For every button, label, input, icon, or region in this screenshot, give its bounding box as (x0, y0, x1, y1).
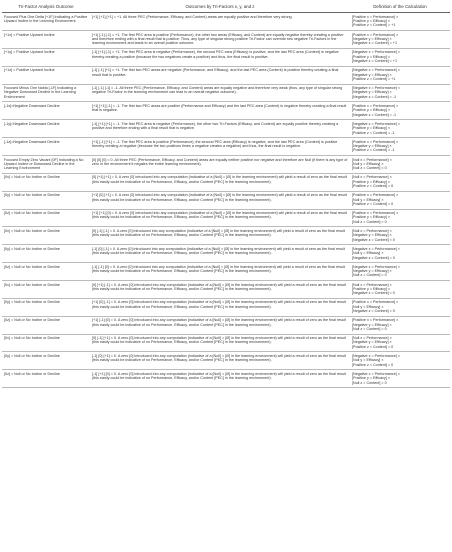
calculation-line: [Negative z = Content] = -1 (352, 94, 397, 99)
calculation-line: [Positive x = Performance] × (352, 103, 399, 108)
outcome-cell: [0z] = Null or No Incline or Decline (2, 370, 90, 388)
calculation-line: [Null y = Efficacy] × (352, 358, 384, 363)
table-row (2, 370, 450, 388)
calculation-cell (350, 138, 450, 156)
calculation-line: [Positive y = Efficacy] × (352, 108, 391, 113)
calculation-cell (350, 370, 450, 388)
table-row (2, 280, 450, 298)
calculation-line: [Negative x = Performance] × (352, 121, 400, 126)
calculation-line: [Negative y = Efficacy] × (352, 72, 392, 77)
table-row (2, 84, 450, 102)
calculation-cell (350, 263, 450, 281)
calculation-line: [Null z = Content] = 0 (352, 166, 387, 171)
table-row (2, 13, 450, 31)
description-cell: [0] [+1] [-1] = 0. A zero [0] introduced into any computation (indicative of a [Null] = [Ø] in the learning environment) will yield a result of zero as the final result (this easily could be indicative of no Performance, Efficacy, and/or Content [PEC] in the learning environment). (90, 280, 350, 298)
calculation-cell (350, 155, 450, 173)
calculation-line: [Positive y = Efficacy] × (352, 179, 391, 184)
description-cell: [-1] [0] [-1] = 0. A zero [0] introduced into any computation (indicative of a [Null] = [Ø] in the learning environment) will yield a result of zero as the final result (this easily could be indicative of no Performance, Efficacy, and/or Content [PEC] in the learning environment). (90, 245, 350, 263)
outcome-cell: [-1z]=Negative Downward Decline (2, 138, 90, 156)
table-row (2, 352, 450, 370)
calculation-line: [Negative z = Content] = 0 (352, 291, 395, 296)
calculation-line: [Positive y = Efficacy] × (352, 376, 391, 381)
calculation-line: [Negative z = Content] = -1 (352, 112, 397, 117)
outcome-cell: [+1y] = Positive Upward Incline (2, 48, 90, 66)
calculation-line: [Positive x = Performance] × (352, 300, 399, 305)
table-row (2, 30, 450, 48)
calculation-line: [Positive z = Content] = +1 (352, 23, 396, 28)
calculation-cell (350, 30, 450, 48)
calculation-line: [Null y = Efficacy] × (352, 304, 384, 309)
outcome-cell: [0y] = Null or No Incline or Decline (2, 191, 90, 209)
calculation-line: [Negative z = Content] = +1 (352, 41, 397, 46)
description-cell: [-1] [+1] [+1] = -1. The first PEC area is negative (Performance), the other two Tri-Factors (Efficacy, and Content) are equally positive thereby creating a positive and therefore ending with a final result that is negative. (90, 120, 350, 138)
table-row (2, 173, 450, 191)
description-cell: [-1] [+1] [0] = 0. A zero [0] introduced into any computation (indicative of a [Null] = [Ø] in the learning environment) will yield a result of zero as the final result (this easily could be indicative of no Performance, Efficacy, and/or Content [PEC] in the learning environment). (90, 370, 350, 388)
calculation-cell (350, 352, 450, 370)
calculation-line: [Negative y = Efficacy] × (352, 322, 392, 327)
calculation-line: [Positive y = Efficacy] × (352, 215, 391, 220)
tri-factor-table (2, 2, 450, 388)
header-definition: Definition of the Calculation (350, 2, 450, 13)
calculation-line: [Positive x = Performance] × (352, 193, 399, 198)
description-cell: [+1] [-1] [0] = 0. A zero [0] introduced into any computation (indicative of a [Null] = [Ø] in the learning environment) will yield a result of zero as the final result (this easily could be indicative of no Performance, Efficacy, and/or Content [PEC] in the learning environment). (90, 316, 350, 334)
calculation-cell (350, 227, 450, 245)
outcome-cell: Focused Empty Zero Vacant [0F] Indicating a No Upward Incline or Downward Decline in the Learning Environment (2, 155, 90, 173)
outcome-cell: [0y] = Null or No Incline or Decline (2, 245, 90, 263)
outcome-cell: [0x] = Null or No Incline or Decline (2, 227, 90, 245)
description-cell: [-1] [-1] [0] = 0. A zero [0] introduced into any computation (indicative of a [Null] = [Ø] in the learning environment) will yield a result of zero as the final result (this easily could be indicative of no Performance, Efficacy, and/or Content [PEC] in the learning environment). (90, 263, 350, 281)
calculation-cell (350, 245, 450, 263)
header-row (2, 2, 450, 13)
description-cell: [+1] [0] [-1] = 0. A zero [0] introduced into any computation (indicative of a [Null] = [Ø] in the learning environment) will yield a result of zero as the final result (this easily could be indicative of no Performance, Efficacy, and/or Content [PEC] in the learning environment). (90, 298, 350, 316)
calculation-line: [Null x = Performance] × (352, 282, 392, 287)
description-cell: [+1] [-1] [+1] = -1. The first PEC area is positive (Performance), the second PEC area (Efficacy) is negative, and the last PEC area (Content) is positive thereby creating a negative (because the two positives times a negative creates a negative) and thus, the final result is negative. (90, 138, 350, 156)
description-cell: [0] [-1] [-1] = 0. A zero [0] introduced into any computation (indicative of a [Null] = [Ø] in the learning environment) will yield a result of zero as the final result (this easily could be indicative of no Performance, Efficacy, and/or Content [PEC] in the learning environment). (90, 227, 350, 245)
calculation-line: [Negative x = Performance] × (352, 371, 400, 376)
calculation-line: [Null z = Content] = 0 (352, 380, 387, 385)
calculation-line: [Null x = Performance] × (352, 157, 392, 162)
calculation-line: [Positive z = Content] = 0 (352, 184, 394, 189)
calculation-line: [Positive z = Content] = 0 (352, 344, 394, 349)
calculation-line: [Negative z = Content] = 0 (352, 255, 395, 260)
calculation-line: [Negative x = Performance] × (352, 246, 400, 251)
header-outcome: Tri-Factor Analysis Outcome (2, 2, 90, 13)
calculation-line: [Positive z = Content] = -1 (352, 130, 395, 135)
outcome-cell: [0y] = Null or No Incline or Decline (2, 298, 90, 316)
header-outcomes-by-factors: Outcomes by Tri-Factors x, y, and z (90, 2, 350, 13)
calculation-line: [Negative y = Efficacy] × (352, 36, 392, 41)
calculation-line: [Positive y = Efficacy] × (352, 54, 391, 59)
calculation-cell (350, 209, 450, 227)
table-row (2, 263, 450, 281)
description-cell: [-1] [-1] [+1] = +1. The first two PEC areas are negative (Performance, and Efficacy), and the last PEC area (Content) is positive thereby creating a final result that is positive. (90, 66, 350, 84)
calculation-line: [Positive z = Content] = -1 (352, 148, 395, 153)
description-cell: [-1] [-1] [-1] = -1. All three PEC (Performance, Efficacy, and Content) areas are equally negative and therefore very weak (thus, any type of singular strong negative Tri-Factor in the learning environment can lead to an overall negative outcome). (90, 84, 350, 102)
calculation-cell (350, 298, 450, 316)
table-row (2, 227, 450, 245)
calculation-cell (350, 280, 450, 298)
calculation-line: [Null y = Efficacy] × (352, 161, 384, 166)
table-row (2, 245, 450, 263)
description-cell: [+1] [0] [+1] = 0. A zero [0] introduced into any computation (indicative of a [Null] = [Ø] in the learning environment) will yield a result of zero as the final result (this easily could be indicative of no Performance, Efficacy, and/or Content [PEC] in the learning environment). (90, 191, 350, 209)
calculation-line: [Null x = Performance] × (352, 336, 392, 341)
table-row (2, 316, 450, 334)
outcome-cell: Focused Minus One Nabla [-1F] Indicating a Negative Downward Decline in the Learning Environment (2, 84, 90, 102)
table-body (2, 13, 450, 388)
calculation-line: [Negative y = Efficacy] × (352, 144, 392, 149)
calculation-cell (350, 13, 450, 31)
calculation-line: [Positive z = Content] = +1 (352, 76, 396, 81)
calculation-line: [Positive x = Performance] × (352, 32, 399, 37)
calculation-line: [Null z = Content] = 0 (352, 326, 387, 331)
calculation-line: [Negative x = Performance] × (352, 68, 400, 73)
table-row (2, 155, 450, 173)
calculation-line: [Negative y = Efficacy] × (352, 340, 392, 345)
calculation-line: [Null x = Performance] × (352, 228, 392, 233)
table-row (2, 209, 450, 227)
calculation-line: [Negative y = Efficacy] × (352, 269, 392, 274)
calculation-line: [Positive y = Efficacy] × (352, 126, 391, 131)
outcome-cell: [0x] = Null or No Incline or Decline (2, 280, 90, 298)
calculation-line: [Null z = Content] = 0 (352, 273, 387, 278)
calculation-line: [Negative x = Performance] × (352, 50, 400, 55)
outcome-cell: [-1y]=Negative Downward Decline (2, 120, 90, 138)
calculation-line: [Positive y = Efficacy] × (352, 19, 391, 24)
calculation-line: [Null x = Performance] × (352, 175, 392, 180)
table-row (2, 334, 450, 352)
description-cell: [-1] [0] [+1] = 0. A zero [0] introduced into any computation (indicative of a [Null] = [Ø] in the learning environment) will yield a result of zero as the final result (this easily could be indicative of no Performance, Efficacy, and/or Content [PEC] in the learning environment). (90, 352, 350, 370)
table-row (2, 102, 450, 120)
outcome-cell: [+1z] = Positive Upward Incline (2, 66, 90, 84)
outcome-cell: [+1x] = Positive Upward Incline (2, 30, 90, 48)
calculation-cell (350, 48, 450, 66)
calculation-cell (350, 316, 450, 334)
calculation-line: [Negative x = Performance] × (352, 353, 400, 358)
calculation-cell (350, 66, 450, 84)
calculation-line: [Positive x = Performance] × (352, 139, 399, 144)
description-cell: [+1] [+1] [+1] = +1. All three PEC (Performance, Efficacy, and Content) areas are equally positive and therefore very strong. (90, 13, 350, 31)
calculation-line: [Null y = Efficacy] × (352, 197, 384, 202)
calculation-line: [Negative x = Performance] × (352, 264, 400, 269)
calculation-cell (350, 102, 450, 120)
table-row (2, 138, 450, 156)
calculation-cell (350, 173, 450, 191)
calculation-cell (350, 191, 450, 209)
description-cell: [0] [0] [0] = 0. All three PEC (Performance, Efficacy, and Content) areas are equally neither positive nor negative and therefore are Null (if there is any type of zero in the environment it negates the entire learning environment). (90, 155, 350, 173)
outcome-cell: [0z] = Null or No Incline or Decline (2, 209, 90, 227)
calculation-line: [Negative y = Efficacy] × (352, 90, 392, 95)
table-row (2, 66, 450, 84)
calculation-line: [Negative z = Content] = +1 (352, 59, 397, 64)
outcome-cell: [0z] = Null or No Incline or Decline (2, 263, 90, 281)
calculation-cell (350, 84, 450, 102)
table-row (2, 298, 450, 316)
outcome-cell: [0y] = Null or No Incline or Decline (2, 352, 90, 370)
table-row (2, 120, 450, 138)
calculation-line: [Positive z = Content] = 0 (352, 201, 394, 206)
outcome-cell: Focused Plus One Delta [+1F] Indicating a Positive Upward Incline in the Learning Environment (2, 13, 90, 31)
calculation-line: [Positive x = Performance] × (352, 14, 399, 19)
outcome-cell: [0x] = Null or No Incline or Decline (2, 173, 90, 191)
description-cell: [+1] [+1] [0] = 0. A zero [0] introduced into any computation (indicative of a [Null] = [Ø] in the learning environment) will yield a result of zero as the final result (this easily could be indicative of no Performance, Efficacy, and/or Content [PEC] in the learning environment). (90, 209, 350, 227)
calculation-line: [Negative z = Content] = 0 (352, 237, 395, 242)
calculation-cell (350, 334, 450, 352)
calculation-line: [Positive y = Efficacy] × (352, 286, 391, 291)
table-row (2, 191, 450, 209)
calculation-line: [Positive z = Content] = 0 (352, 362, 394, 367)
calculation-line: [Null z = Content] = 0 (352, 219, 387, 224)
outcome-cell: [0x] = Null or No Incline or Decline (2, 334, 90, 352)
description-cell: [0] [+1] [+1] = 0. A zero [0] introduced into any computation (indicative of a [Null] = [Ø] in the learning environment) will yield a result of zero as the final result (this easily could be indicative of no Performance, Efficacy, and/or Content [PEC] in the learning environment). (90, 173, 350, 191)
description-cell: [+1] [+1] [-1] = -1. The first two PEC areas are positive (Performance and Efficacy) and the last PEC area (Content) is negative thereby creating a final result that is negative. (90, 102, 350, 120)
outcome-cell: [-1x]=Negative Downward Decline (2, 102, 90, 120)
calculation-line: [Positive x = Performance] × (352, 211, 399, 216)
calculation-line: [Negative z = Content] = 0 (352, 309, 395, 314)
description-cell: [+1] [-1] [-1] = +1. The first PEC area is positive (Performance), the other two areas (Efficacy, and Content) are equally negative thereby creating a positive and therefore ending with a final result that is positive. Thus, any type of singular strong positive Tri-Factor can override two negative Tri-Factors in the learning environment and leads to an overall positive outcome. (90, 30, 350, 48)
calculation-line: [Positive x = Performance] × (352, 318, 399, 323)
table-row (2, 48, 450, 66)
outcome-cell: [0z] = Null or No Incline or Decline (2, 316, 90, 334)
description-cell: [-1] [+1] [-1] = +1. The first PEC area is negative (Performance), the second PEC area (Efficacy) is positive, and the last PEC area (Content) is negative thereby creating a positive (because the two negatives create a positive) and thus, the final result is positive. (90, 48, 350, 66)
calculation-cell (350, 120, 450, 138)
calculation-line: [Null y = Efficacy] × (352, 251, 384, 256)
description-cell: [0] [-1] [+1] = 0. A zero [0] introduced into any computation (indicative of a [Null] = [Ø] in the learning environment) will yield a result of zero as the final result (this easily could be indicative of no Performance, Efficacy, and/or Content [PEC] in the learning environment). (90, 334, 350, 352)
calculation-line: [Negative y = Efficacy] × (352, 233, 392, 238)
calculation-line: [Negative x = Performance] × (352, 86, 400, 91)
